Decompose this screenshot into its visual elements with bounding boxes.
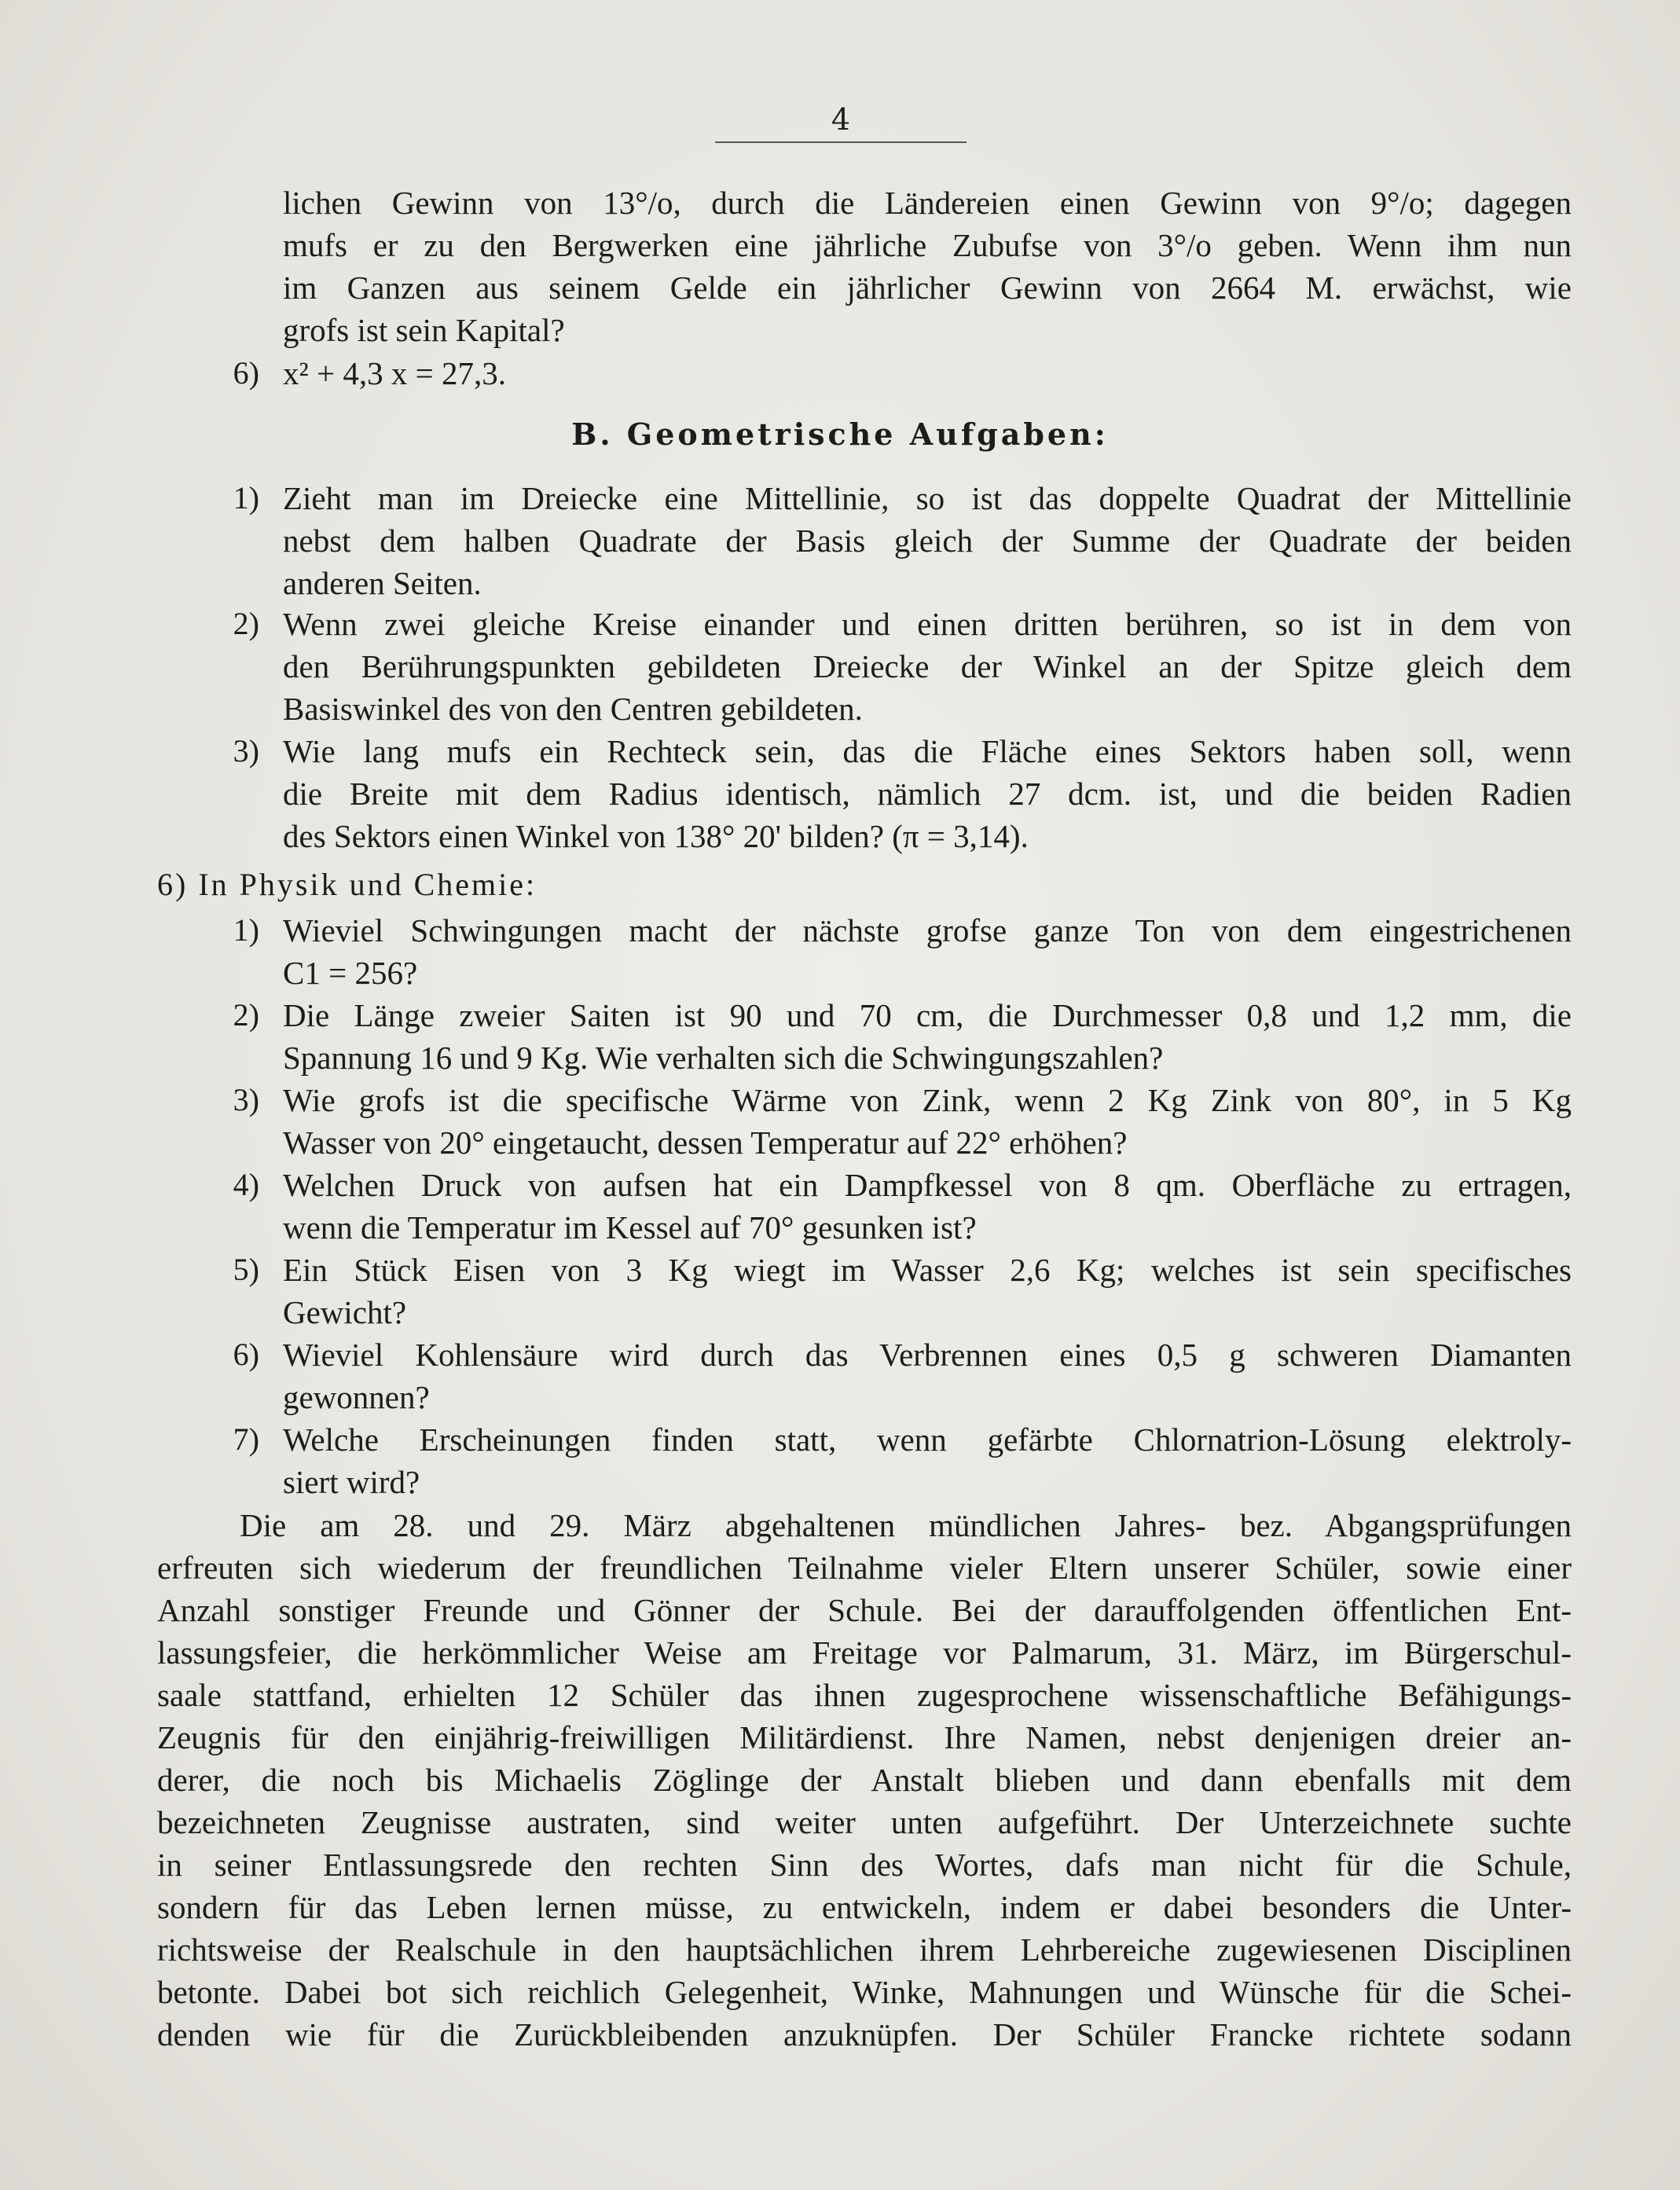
item-number: 1) [233,480,259,515]
item-line: des Sektors einen Winkel von 138° 20' bilden? (π = 3,14). [283,818,1029,854]
paragraph-line: bezeichneten Zeugnisse austraten, sind weiter unten aufgeführt. Der Unterzeichnete suchte [157,1804,1572,1840]
intro-line: mufs er zu den Bergwerken eine jährliche Zubufse von 3°/o geben. Wenn ihm nun [283,227,1572,263]
item-line: Zieht man im Dreiecke eine Mittellinie, so ist das doppelte Quadrat der Mittellinie [283,480,1572,516]
item-number: 2) [233,997,259,1033]
item-line: Wie lang mufs ein Rechteck sein, das die Fläche eines Sektors haben soll, wenn [283,733,1572,769]
item-number: 2) [233,606,259,641]
intro-line: im Ganzen aus seinem Gelde ein jährlicher Gewinn von 2664 M. erwächst, wie [283,270,1572,306]
page-number: 4 [831,102,851,137]
paragraph-line: Zeugnis für den einjährig-freiwilligen Militärdienst. Ihre Namen, nebst denjenigen dreier an- [157,1719,1572,1755]
item-number: 6) [233,1337,259,1372]
paragraph-line: erfreuten sich wiederum der freundlichen Teilnahme vieler Eltern unserer Schüler, sowie einer [157,1550,1572,1586]
paragraph-line: Anzahl sonstiger Freunde und Gönner der Schule. Bei der darauffolgenden öffentlichen Ent- [157,1592,1572,1628]
item-line: den Berührungspunkten gebildeten Dreiecke der Winkel an der Spitze gleich dem [283,648,1572,684]
item-line: Wie grofs ist die specifische Wärme von Zink, wenn 2 Kg Zink von 80°, in 5 Kg [283,1082,1572,1118]
item-line: Spannung 16 und 9 Kg. Wie verhalten sich die Schwingungszahlen? [283,1040,1164,1076]
item-line: wenn die Temperatur im Kessel auf 70° gesunken ist? [283,1209,977,1245]
paragraph-line: betonte. Dabei bot sich reichlich Gelegenheit, Winke, Mahnungen und Wünsche für die Schei- [157,1974,1572,2010]
item-line: Wieviel Kohlensäure wird durch das Verbrennen eines 0,5 g schweren Diamanten [283,1337,1572,1373]
paragraph-line: denden wie für die Zurückbleibenden anzuknüpfen. Der Schüler Francke richtete sodann [157,2016,1572,2052]
header-rule [715,141,967,143]
item-number: 3) [233,1082,259,1117]
item-line: siert wird? [283,1464,420,1500]
paragraph-line: derer, die noch bis Michaelis Zöglinge der Anstalt blieben und dann ebenfalls mit dem [157,1762,1572,1798]
item-number: 1) [233,912,259,948]
item-number: 5) [233,1252,259,1287]
item-number: 7) [233,1421,259,1457]
paragraph-line: richtsweise der Realschule in den hauptsächlichen ihrem Lehrbereiche zugewiesenen Disciplinen [157,1931,1572,1968]
paragraph-line: in seiner Entlassungsrede den rechten Sinn des Wortes, dafs man nicht für die Schule, [157,1847,1572,1883]
item-line: Die Länge zweier Saiten ist 90 und 70 cm, die Durchmesser 0,8 und 1,2 mm, die [283,997,1572,1033]
item-line: Wenn zwei gleiche Kreise einander und einen dritten berühren, so ist in dem von [283,606,1572,642]
item-line: die Breite mit dem Radius identisch, nämlich 27 dcm. ist, und die beiden Radien [283,776,1572,812]
section-heading-physics: 6) In Physik und Chemie: [157,867,537,902]
intro-line: grofs ist sein Kapital? [283,312,565,348]
intro-line: lichen Gewinn von 13°/o, durch die Ländereien einen Gewinn von 9°/o; dagegen [283,185,1572,221]
item-line: nebst dem halben Quadrate der Basis gleich der Summe der Quadrate der beiden [283,523,1572,559]
paragraph-line: sondern für das Leben lernen müsse, zu entwickeln, indem er dabei besonders die Unter- [157,1889,1572,1925]
item-number: 6) [233,355,259,391]
item-line: Welchen Druck von aufsen hat ein Dampfkessel von 8 qm. Oberfläche zu ertragen, [283,1167,1572,1203]
paragraph-line: saale stattfand, erhielten 12 Schüler das ihnen zugesprochene wissenschaftliche Befähigungs- [157,1677,1572,1713]
equation-line: x² + 4,3 x = 27,3. [283,355,507,391]
item-line: gewonnen? [283,1379,430,1415]
item-line: anderen Seiten. [283,565,482,601]
item-line: Wieviel Schwingungen macht der nächste grofse ganze Ton von dem eingestrichenen [283,912,1572,948]
item-line: Welche Erscheinungen finden statt, wenn gefärbte Chlornatrion-Lösung elektroly- [283,1421,1572,1458]
item-line: Ein Stück Eisen von 3 Kg wiegt im Wasser 2,6 Kg; welches ist sein specifisches [283,1252,1572,1288]
paragraph-line: lassungsfeier, die herkömmlicher Weise am Freitage vor Palmarum, 31. März, im Bürgerschul- [157,1634,1572,1671]
item-line: Wasser von 20° eingetaucht, dessen Temperatur auf 22° erhöhen? [283,1124,1128,1161]
item-line: Basiswinkel des von den Centren gebildeten. [283,691,863,727]
section-heading-geometry: B. Geometrische Aufgaben: [571,416,1109,452]
paragraph-line: Die am 28. und 29. März abgehaltenen mündlichen Jahres- bez. Abgangsprüfungen [240,1507,1572,1543]
item-number: 3) [233,733,259,769]
item-line: Gewicht? [283,1294,407,1330]
item-number: 4) [233,1167,259,1202]
item-line: C1 = 256? [283,955,418,991]
